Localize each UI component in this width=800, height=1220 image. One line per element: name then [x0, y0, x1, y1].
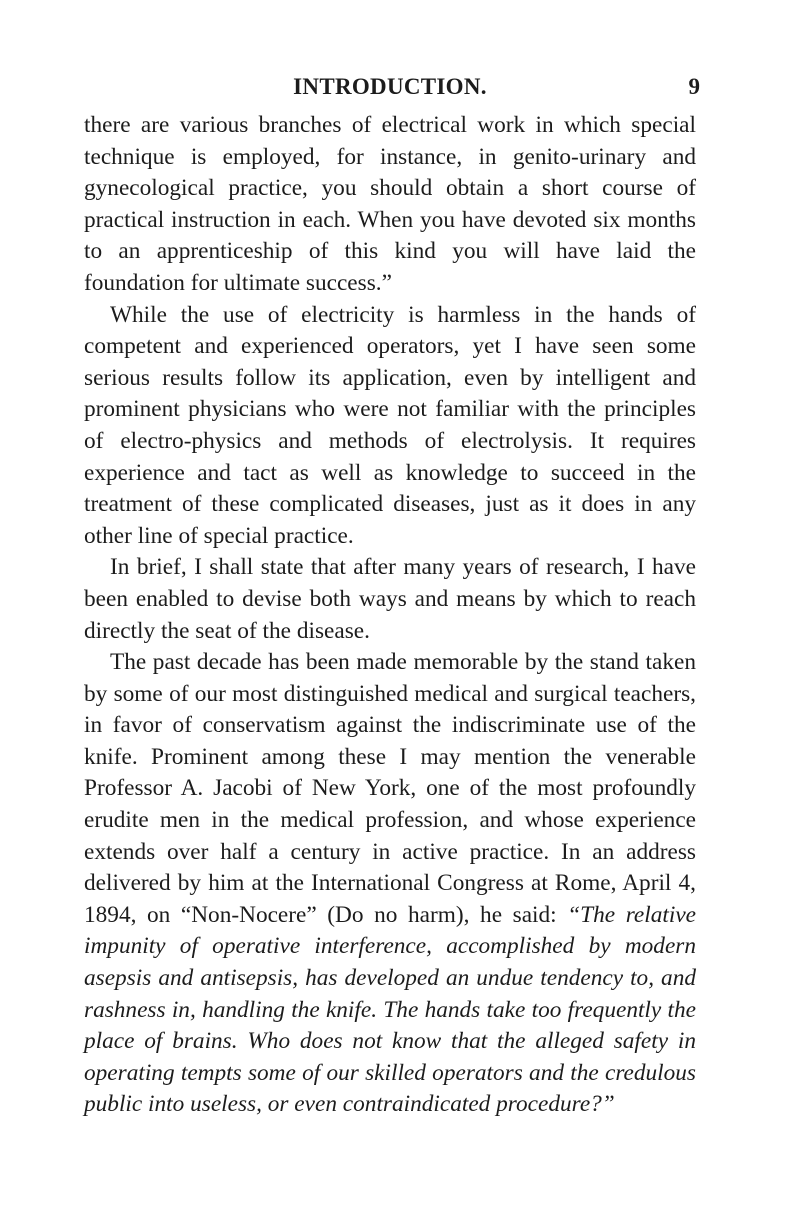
- paragraph-4: [84, 647, 696, 1121]
- jacobi-quote: “The relative impunity of operative interference, accomplished by modern asepsis and antisepsis, has developed an undue tendency to, and rashness in, handling the knife. The hands take too frequently the place of brains. Who does not know that the alleged safety in operating tempts some of our skilled operators and the credulous public into useless, or even contraindicated procedure?”: [84, 901, 696, 1118]
- paragraph-2: While the use of electricity is harmless in the hands of competent and experienced operators, yet I have seen some serious results follow its application, even by intelligent and prominent physicians who were not familiar with the principles of electro-physics and methods of electrolysis. It requires experience and tact as well as knowledge to succeed in the treatment of these complicated diseases, just as it does in any other line of special practice.: [84, 301, 696, 549]
- book-page: [84, 74, 700, 1121]
- page-number: 9: [688, 74, 700, 99]
- paragraph-4-text: The past decade has been made memorable by the stand taken by some of our most distinguished medical and surgical teachers, in favor of conservatism against the indiscriminate use of the knife. Prominent among these I may mention the venerable Professor A. Jacobi of New York, one of the most profoundly erudite men in the medical profession, and whose experience extends over half a century in active practice. In an address delivered by him at the International Congress at Rome, April 4, 1894, on “Non-Nocere” (Do no harm), he said:: [84, 649, 696, 928]
- paragraph-3: In brief, I shall state that after many years of research, I have been enabled to devise both ways and means by which to reach directly the seat of the disease.: [84, 554, 696, 644]
- paragraph-1: there are various branches of electrical work in which special technique is employed, for instance, in genito-urinary and gynecological practice, you should obtain a short course of practical instruction in each. When you have devoted six months to an apprenticeship of this kind you will have laid the foundation for ultimate success.”: [84, 112, 696, 296]
- page-header: [84, 74, 700, 104]
- running-title: INTRODUCTION.: [293, 74, 487, 99]
